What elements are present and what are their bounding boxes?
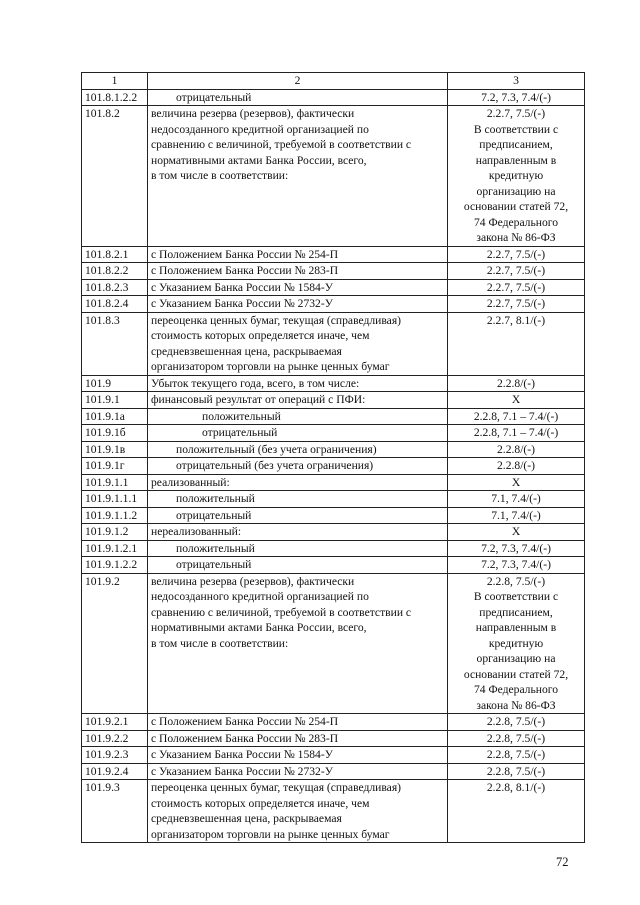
reference-line: 74 Федерального [473,683,559,696]
row-reference [448,296,585,313]
row-description [148,458,448,475]
row-code: 101.8.3 [82,312,148,375]
table-row [82,246,585,263]
description-line: реализованный: [151,475,230,489]
row-description [148,312,448,375]
reference-line: Х [511,525,521,538]
table-row [82,763,585,780]
description-line: организатором торговли на рынке ценных бумаг [151,360,390,373]
reference-line: основании статей 72, [463,200,569,213]
description-line: с Указанием Банка России № 1584-У [151,280,333,294]
row-code: 101.9.1б [82,425,148,442]
row-code: 101.9.1.2.2 [82,557,148,574]
row-code: 101.8.2.1 [82,246,148,263]
row-reference [448,392,585,409]
description-line: с Положением Банка России № 283-П [151,264,339,277]
table-row [82,714,585,731]
row-description [148,89,448,106]
reference-line: кредитную [488,169,544,182]
reference-line: Х [511,393,521,406]
row-code: 101.9.2.1 [82,714,148,731]
row-code: 101.9.1а [82,408,148,425]
row-code: 101.8.1.2.2 [82,89,148,106]
row-description [148,540,448,557]
row-code: 101.9.3 [82,780,148,843]
reference-line: 2.2.8, 7.5/(-) [486,574,546,588]
table-row [82,425,585,442]
table-row [82,408,585,425]
description-line: переоценка ценных бумаг, текущая (справедливая) [151,781,402,794]
table-row [82,780,585,843]
reference-line: 7.2, 7.3, 7.4/(-) [481,90,551,104]
row-reference [448,263,585,280]
row-code: 101.9.2 [82,573,148,714]
table-row [82,747,585,764]
row-description [148,296,448,313]
description-line: нереализованный: [151,525,242,538]
row-reference [448,491,585,508]
reference-line: направленным в [475,153,557,167]
table-header-row [82,73,585,90]
row-code: 101.9.1.1.1 [82,491,148,508]
row-reference [448,780,585,843]
row-reference [448,375,585,392]
row-reference [448,507,585,524]
description-line: с Указанием Банка России № 1584-У [151,748,333,761]
reference-line: 7.2, 7.3, 7.4/(-) [481,558,551,571]
row-description [148,279,448,296]
reference-line: основании статей 72, [463,667,569,681]
description-line: величина резерва (резервов), фактически [151,574,355,588]
table-row [82,263,585,280]
row-reference [448,89,585,106]
header-col-1: 1 [82,73,148,90]
table-row [82,89,585,106]
description-line: отрицательный [176,558,252,571]
description-line: недосозданного кредитной организацией по [151,122,369,136]
description-line: нормативными актами Банка России, всего, [151,153,367,167]
reference-line: 2.2.8, 7.5/(-) [486,731,546,745]
row-reference [448,747,585,764]
row-code: 101.9.2.4 [82,763,148,780]
row-reference [448,246,585,263]
row-description [148,375,448,392]
row-description [148,246,448,263]
table-row [82,458,585,475]
header-col-2: 2 [148,73,448,90]
row-description [148,474,448,491]
row-reference [448,458,585,475]
row-code: 101.9.1.2.1 [82,540,148,557]
row-description [148,780,448,843]
description-line: с Указанием Банка России № 2732-У [151,297,333,310]
reference-line: закона № 86-ФЗ [476,698,556,712]
table-row [82,540,585,557]
reference-line: закона № 86-ФЗ [476,231,556,244]
description-line: положительный (без учета ограничения) [176,442,377,456]
reference-line: предписанием, [479,138,553,151]
reference-line: 2.2.7, 7.5/(-) [486,297,546,310]
reference-line: 2.2.8, 7.5/(-) [486,748,546,761]
reference-line: 2.2.7, 7.5/(-) [486,247,546,261]
row-description [148,747,448,764]
reference-line: 2.2.8, 7.5/(-) [486,715,546,728]
row-reference [448,573,585,714]
reference-line: предписанием, [479,605,553,619]
row-reference [448,474,585,491]
description-line: Убыток текущего года, всего, в том числе: [151,376,360,390]
table-row [82,441,585,458]
table-row [82,507,585,524]
row-code: 101.8.2.3 [82,279,148,296]
row-reference [448,441,585,458]
description-line: финансовый результат от операций с ПФИ: [151,393,366,406]
reference-line: кредитную [488,636,544,650]
row-code: 101.9.1 [82,392,148,409]
table-row [82,312,585,375]
row-description [148,714,448,731]
row-reference [448,106,585,247]
row-description [148,524,448,541]
description-line: с Положением Банка России № 254-П [151,247,339,261]
row-reference [448,540,585,557]
row-reference [448,524,585,541]
reference-line: 2.2.8, 7.1 – 7.4/(-) [473,409,559,423]
row-code: 101.9.1.1.2 [82,507,148,524]
table-row [82,279,585,296]
row-reference [448,279,585,296]
row-code: 101.9.1.2 [82,524,148,541]
row-code: 101.9 [82,375,148,392]
document-table [81,72,585,843]
table-row [82,573,585,714]
table-row [82,296,585,313]
row-reference [448,408,585,425]
description-line: отрицательный [176,90,252,104]
description-line: отрицательный [176,508,252,522]
reference-line: Х [511,475,521,489]
description-line: сравнению с величиной, требуемой в соответствии с [151,605,412,619]
table-row [82,392,585,409]
row-code: 101.8.2.4 [82,296,148,313]
description-line: нормативными актами Банка России, всего, [151,621,367,634]
row-description [148,392,448,409]
header-col-3: 3 [448,73,585,90]
table-row [82,491,585,508]
description-line: положительный [176,492,255,505]
row-reference [448,425,585,442]
reference-line: В соответствии с [473,590,559,603]
reference-line: 2.2.7, 8.1/(-) [486,313,546,327]
table-row [82,375,585,392]
row-description [148,730,448,747]
description-line: в том числе в соответствии: [151,169,289,182]
description-line: с Положением Банка России № 254-П [151,715,339,728]
row-description [148,106,448,247]
row-description [148,441,448,458]
reference-line: 2.2.8, 8.1/(-) [486,781,546,794]
description-line: в том числе в соответствии: [151,636,289,650]
description-line: переоценка ценных бумаг, текущая (справедливая) [151,313,402,327]
description-line: с Указанием Банка России № 2732-У [151,764,333,778]
description-line: величина резерва (резервов), фактически [151,107,355,120]
reference-line: 7.1, 7.4/(-) [491,492,541,505]
reference-line: 2.2.8/(-) [497,376,535,390]
page-number: 72 [556,855,569,869]
row-description [148,491,448,508]
reference-line: 74 Федерального [473,215,559,229]
reference-line: 7.2, 7.3, 7.4/(-) [481,541,551,555]
table-row [82,524,585,541]
description-line: стоимость которых определяется иначе, чем [151,329,370,342]
reference-line: 2.2.7, 7.5/(-) [486,280,546,294]
reference-line: 2.2.8/(-) [497,459,535,472]
reference-line: организацию на [476,652,556,665]
row-code: 101.8.2.2 [82,263,148,280]
reference-line: 2.2.8, 7.1 – 7.4/(-) [473,426,559,439]
row-description [148,507,448,524]
reference-line: В соответствии с [473,122,559,136]
row-reference [448,730,585,747]
row-description [148,573,448,714]
row-reference [448,557,585,574]
row-code: 101.9.1в [82,441,148,458]
description-line: отрицательный [202,426,278,439]
description-line: стоимость которых определяется иначе, чем [151,796,370,810]
reference-line: 2.2.7, 7.5/(-) [486,107,546,120]
row-description [148,425,448,442]
description-line: положительный [202,409,281,423]
row-code: 101.9.2.3 [82,747,148,764]
description-line: средневзвешенная цена, раскрываемая [151,344,342,358]
row-description [148,263,448,280]
description-line: средневзвешенная цена, раскрываемая [151,812,342,825]
reference-line: 2.2.8, 7.5/(-) [486,764,546,778]
description-line: недосозданного кредитной организацией по [151,590,369,603]
row-description [148,557,448,574]
description-line: организатором торговли на рынке ценных бумаг [151,827,390,841]
reference-line: организацию на [476,184,556,198]
description-line: с Положением Банка России № 283-П [151,731,339,745]
row-reference [448,714,585,731]
table-row [82,557,585,574]
reference-line: 2.2.7, 7.5/(-) [486,264,546,277]
row-description [148,763,448,780]
row-code: 101.8.2 [82,106,148,247]
row-code: 101.9.1.1 [82,474,148,491]
reference-line: направленным в [475,621,557,634]
description-line: отрицательный (без учета ограничения) [176,459,374,472]
table-row [82,106,585,247]
description-line: положительный [176,541,255,555]
row-description [148,408,448,425]
row-reference [448,312,585,375]
reference-line: 7.1, 7.4/(-) [491,508,541,522]
table-row [82,730,585,747]
description-line: сравнению с величиной, требуемой в соответствии с [151,138,412,151]
row-reference [448,763,585,780]
row-code: 101.9.2.2 [82,730,148,747]
table-row [82,474,585,491]
row-code: 101.9.1г [82,458,148,475]
reference-line: 2.2.8/(-) [497,442,535,456]
